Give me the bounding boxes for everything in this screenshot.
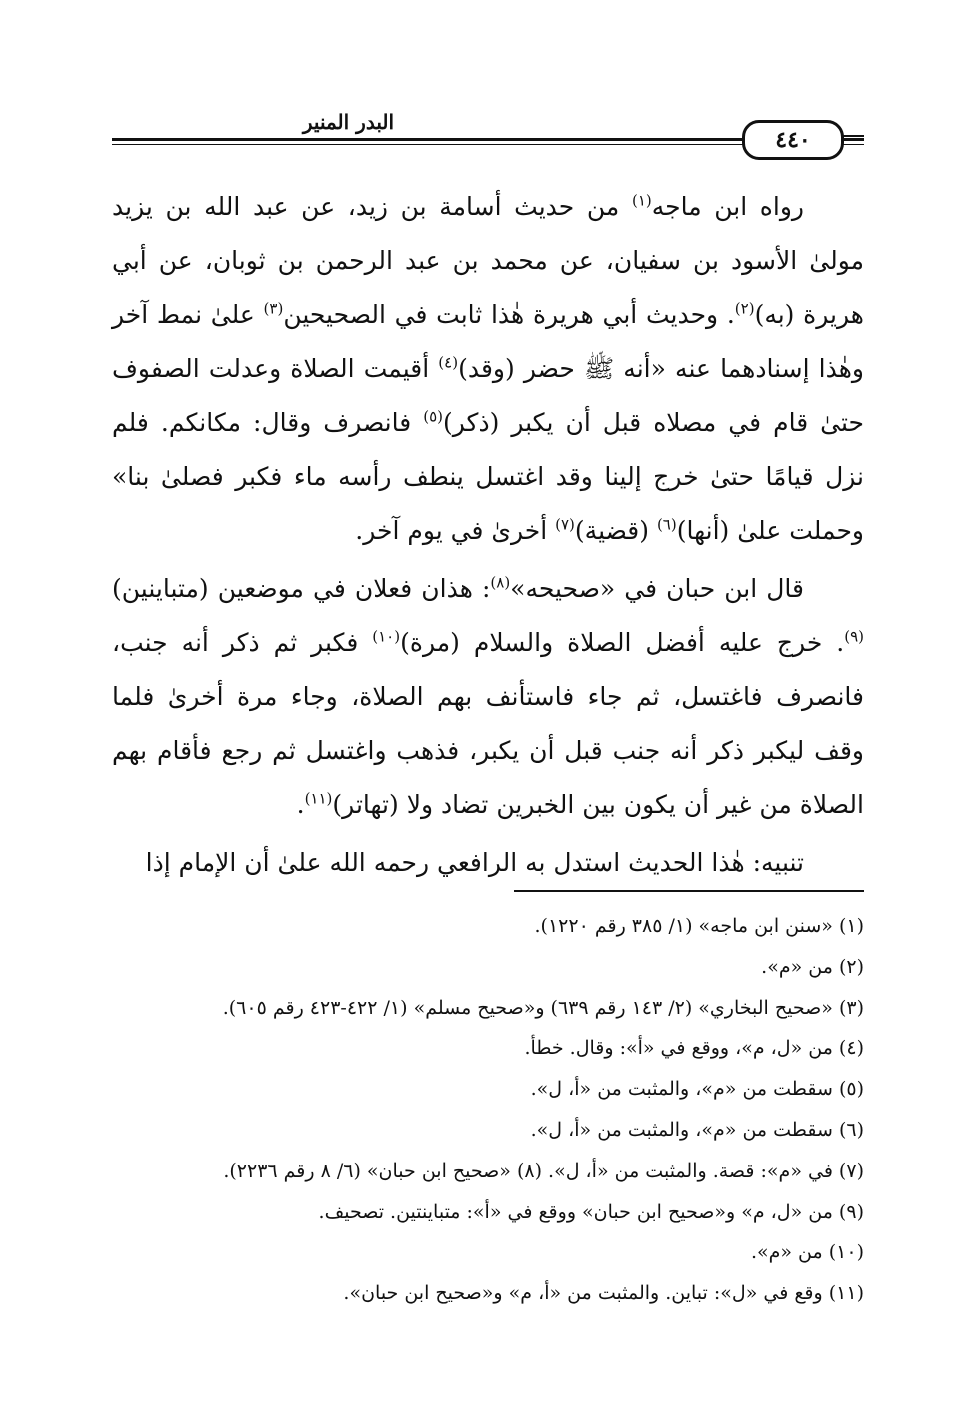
footnote-marker: (١٠) bbox=[372, 627, 401, 646]
footnote-marker: (١١) bbox=[304, 789, 333, 808]
footnote: (٢) من «م». bbox=[761, 955, 864, 978]
footnote: (٧) في «م»: قصة. والمثبت من «أ، ل». (٨) «صحيح ابن حبان» (٦/ ٨ رقم ٢٢٣٦). bbox=[223, 1159, 864, 1182]
footnote-marker: (٢) bbox=[734, 299, 755, 318]
text-run: أقيمت الصلاة وعدلت الصفوف حتىٰ قام في مصلاه قبل أن يكبر (ذكر) bbox=[112, 354, 864, 437]
footnote-separator bbox=[514, 890, 864, 892]
footnote-marker: (٨) bbox=[490, 573, 511, 592]
footnote: (٦) سقطت من «م»، والمثبت من «أ، ل». bbox=[530, 1118, 864, 1141]
footnote-marker: (٦) bbox=[656, 515, 677, 534]
main-text bbox=[112, 180, 864, 890]
footnotes bbox=[112, 906, 864, 1314]
text-run: . خرج عليه أفضل الصلاة والسلام (مرة) bbox=[400, 628, 845, 657]
text-run: تنبيه: هٰذا الحديث استدل به الرافعي رحمه الله علىٰ أن الإمام إذا bbox=[145, 848, 804, 877]
paragraph bbox=[112, 180, 864, 558]
header-ornament bbox=[842, 135, 864, 143]
text-run: علىٰ نمط آخر وهٰذا إسنادهما عنه «أنه ﷺ حضر (وقد) bbox=[112, 300, 864, 383]
footnote-marker: (٧) bbox=[555, 515, 575, 534]
footnote-marker: (١) bbox=[631, 191, 652, 210]
text-run: فانصرف وقال: مكانكم. فلم نزل قيامًا حتىٰ خرج إلينا وقد اغتسل ينطف رأسه ماء فكبر فصلىٰ بنا» وحملت علىٰ (أنها) bbox=[112, 408, 864, 545]
footnote: (١) «سنن ابن ماجه» (١/ ٣٨٥ رقم ١٢٢٠). bbox=[534, 915, 864, 937]
footnote: (٣) «صحيح البخاري» (٢/ ١٤٣ رقم ٦٣٩) و«صحيح مسلم» (١/ ٤٢٢-٤٢٣ رقم ٦٠٥). bbox=[222, 996, 864, 1019]
text-run: فكبر ثم ذكر أنه جنب، فانصرف فاغتسل، ثم جاء فاستأنف بهم الصلاة، وجاء مرة أخرىٰ فلما وقف ليكبر ذكر أنه جنب قبل أن يكبر، فذهب واغتسل ثم رجع فأقام بهم الصلاة من غير أن يكون بين الخبرين تضاد ولا (تهاتر) bbox=[112, 628, 864, 819]
text-run: قال ابن حبان في «صحيحه» bbox=[510, 574, 804, 603]
text-run: أخرىٰ في يوم آخر. bbox=[355, 516, 556, 545]
book-title: البدر المنير bbox=[302, 110, 394, 134]
footnote: (١١) وقع في «ل»: تباين. والمثبت من «أ، م» و«صحيح ابن حبان». bbox=[343, 1282, 864, 1305]
page-number-badge bbox=[742, 120, 844, 160]
footnote: (٤) من «ل، م»، ووقع في «أ»: وقال. خطأ. bbox=[524, 1037, 864, 1060]
text-run: (قضية) bbox=[574, 516, 657, 545]
footnote-marker: (٩) bbox=[844, 627, 864, 646]
text-run: : هذان فعلان في موضعين (متباينين) bbox=[112, 574, 491, 603]
footnote-marker: (٤) bbox=[438, 353, 459, 372]
text-run: رواه ابن ماجه bbox=[651, 192, 804, 221]
page-number: ٤٤٠ bbox=[775, 127, 811, 153]
footnote: (٥) سقطت من «م»، والمثبت من «أ، ل». bbox=[530, 1078, 864, 1101]
text-run: من حديث أسامة بن زيد، عن عبد الله بن يزيد مولىٰ الأسود بن سفيان، عن محمد بن عبد الرحمن بن ثوبان، عن أبي هريرة (به) bbox=[112, 192, 864, 329]
text-run: . وحديث أبي هريرة هٰذا ثابت في الصحيحين bbox=[283, 300, 735, 329]
page-header bbox=[112, 110, 864, 160]
text-run: . bbox=[296, 790, 305, 819]
footnote-marker: (٥) bbox=[423, 407, 443, 426]
footnote: (١٠) من «م». bbox=[750, 1241, 864, 1264]
footnote: (٩) من «ل، م» و«صحيح ابن حبان» ووقع في «أ»: متباينتين. تصحيف. bbox=[318, 1200, 864, 1223]
footnote-marker: (٣) bbox=[263, 299, 284, 318]
paragraph bbox=[112, 562, 864, 832]
paragraph bbox=[112, 836, 864, 890]
